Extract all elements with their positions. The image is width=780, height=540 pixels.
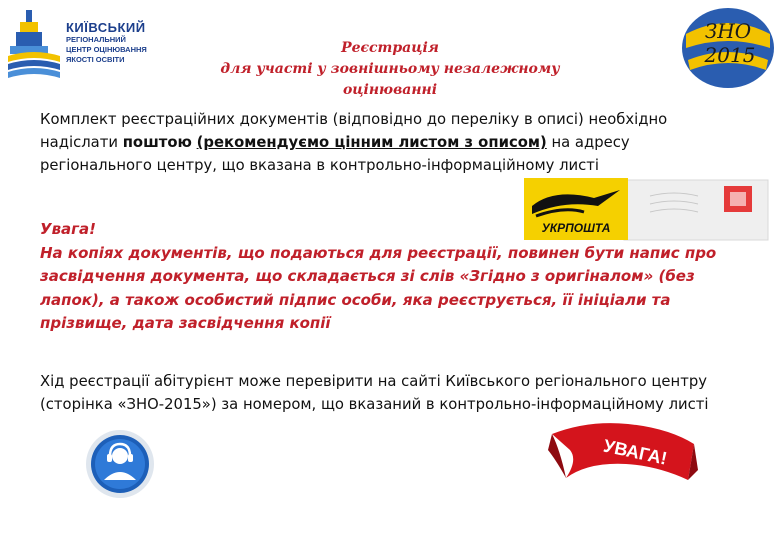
- para1-bold: поштою: [122, 134, 192, 151]
- para1-underlined: (рекомендуємо цінним листом з описом): [196, 134, 547, 151]
- title-line: Реєстрація: [341, 40, 439, 56]
- warning-heading: Увага!: [40, 220, 96, 238]
- attention-ribbon-image: [548, 410, 698, 506]
- logo-line: ЯКОСТІ ОСВІТИ: [66, 55, 125, 64]
- regional-center-logo: [4, 8, 154, 80]
- logo-title: КИЇВСЬКИЙ: [66, 20, 146, 35]
- warning-text: На копіях документів, що подаються для реєстрації, повинен бути напис про засвідчення документа, що складається зі слів «Згідно з оригіналом» (без лапок), а також особистий підпис особи, яка реєструється, її ініціали та прізвище, дата засвідчення копії: [40, 243, 717, 332]
- logo-line: РЕГІОНАЛЬНИЙ: [66, 35, 126, 44]
- page-title: [160, 38, 620, 101]
- logo-emblem-icon: [4, 8, 64, 80]
- zno-2015-badge: [678, 4, 776, 90]
- badge-line2: 2015: [704, 43, 756, 67]
- ribbon-text: УВАГА!: [601, 435, 669, 469]
- post-logo-text: УКРПОШТА: [541, 221, 611, 235]
- status-check-paragraph: Хід реєстрації абітурієнт може перевірити на сайті Київського регіонального центру (сторінка «ЗНО-2015») за номером, що вказаний в контрольно-інформаційному листі: [40, 373, 709, 413]
- support-headset-icon: [84, 428, 156, 500]
- para1-text-end: на адресу регіонального центру, що вказана в контрольно-інформаційному листі: [40, 134, 630, 174]
- badge-line1: ЗНО: [704, 19, 752, 43]
- logo-line: ЦЕНТР ОЦІНЮВАННЯ: [66, 45, 147, 54]
- submission-paragraph: [40, 108, 720, 177]
- para1-text: Комплект реєстраційних документів (відповідно до переліку в описі) необхідно надіслати: [40, 111, 668, 151]
- title-line: оцінюванні: [342, 82, 438, 98]
- warning-block: [40, 218, 730, 336]
- title-line: для участі у зовнішньому незалежному: [220, 61, 560, 77]
